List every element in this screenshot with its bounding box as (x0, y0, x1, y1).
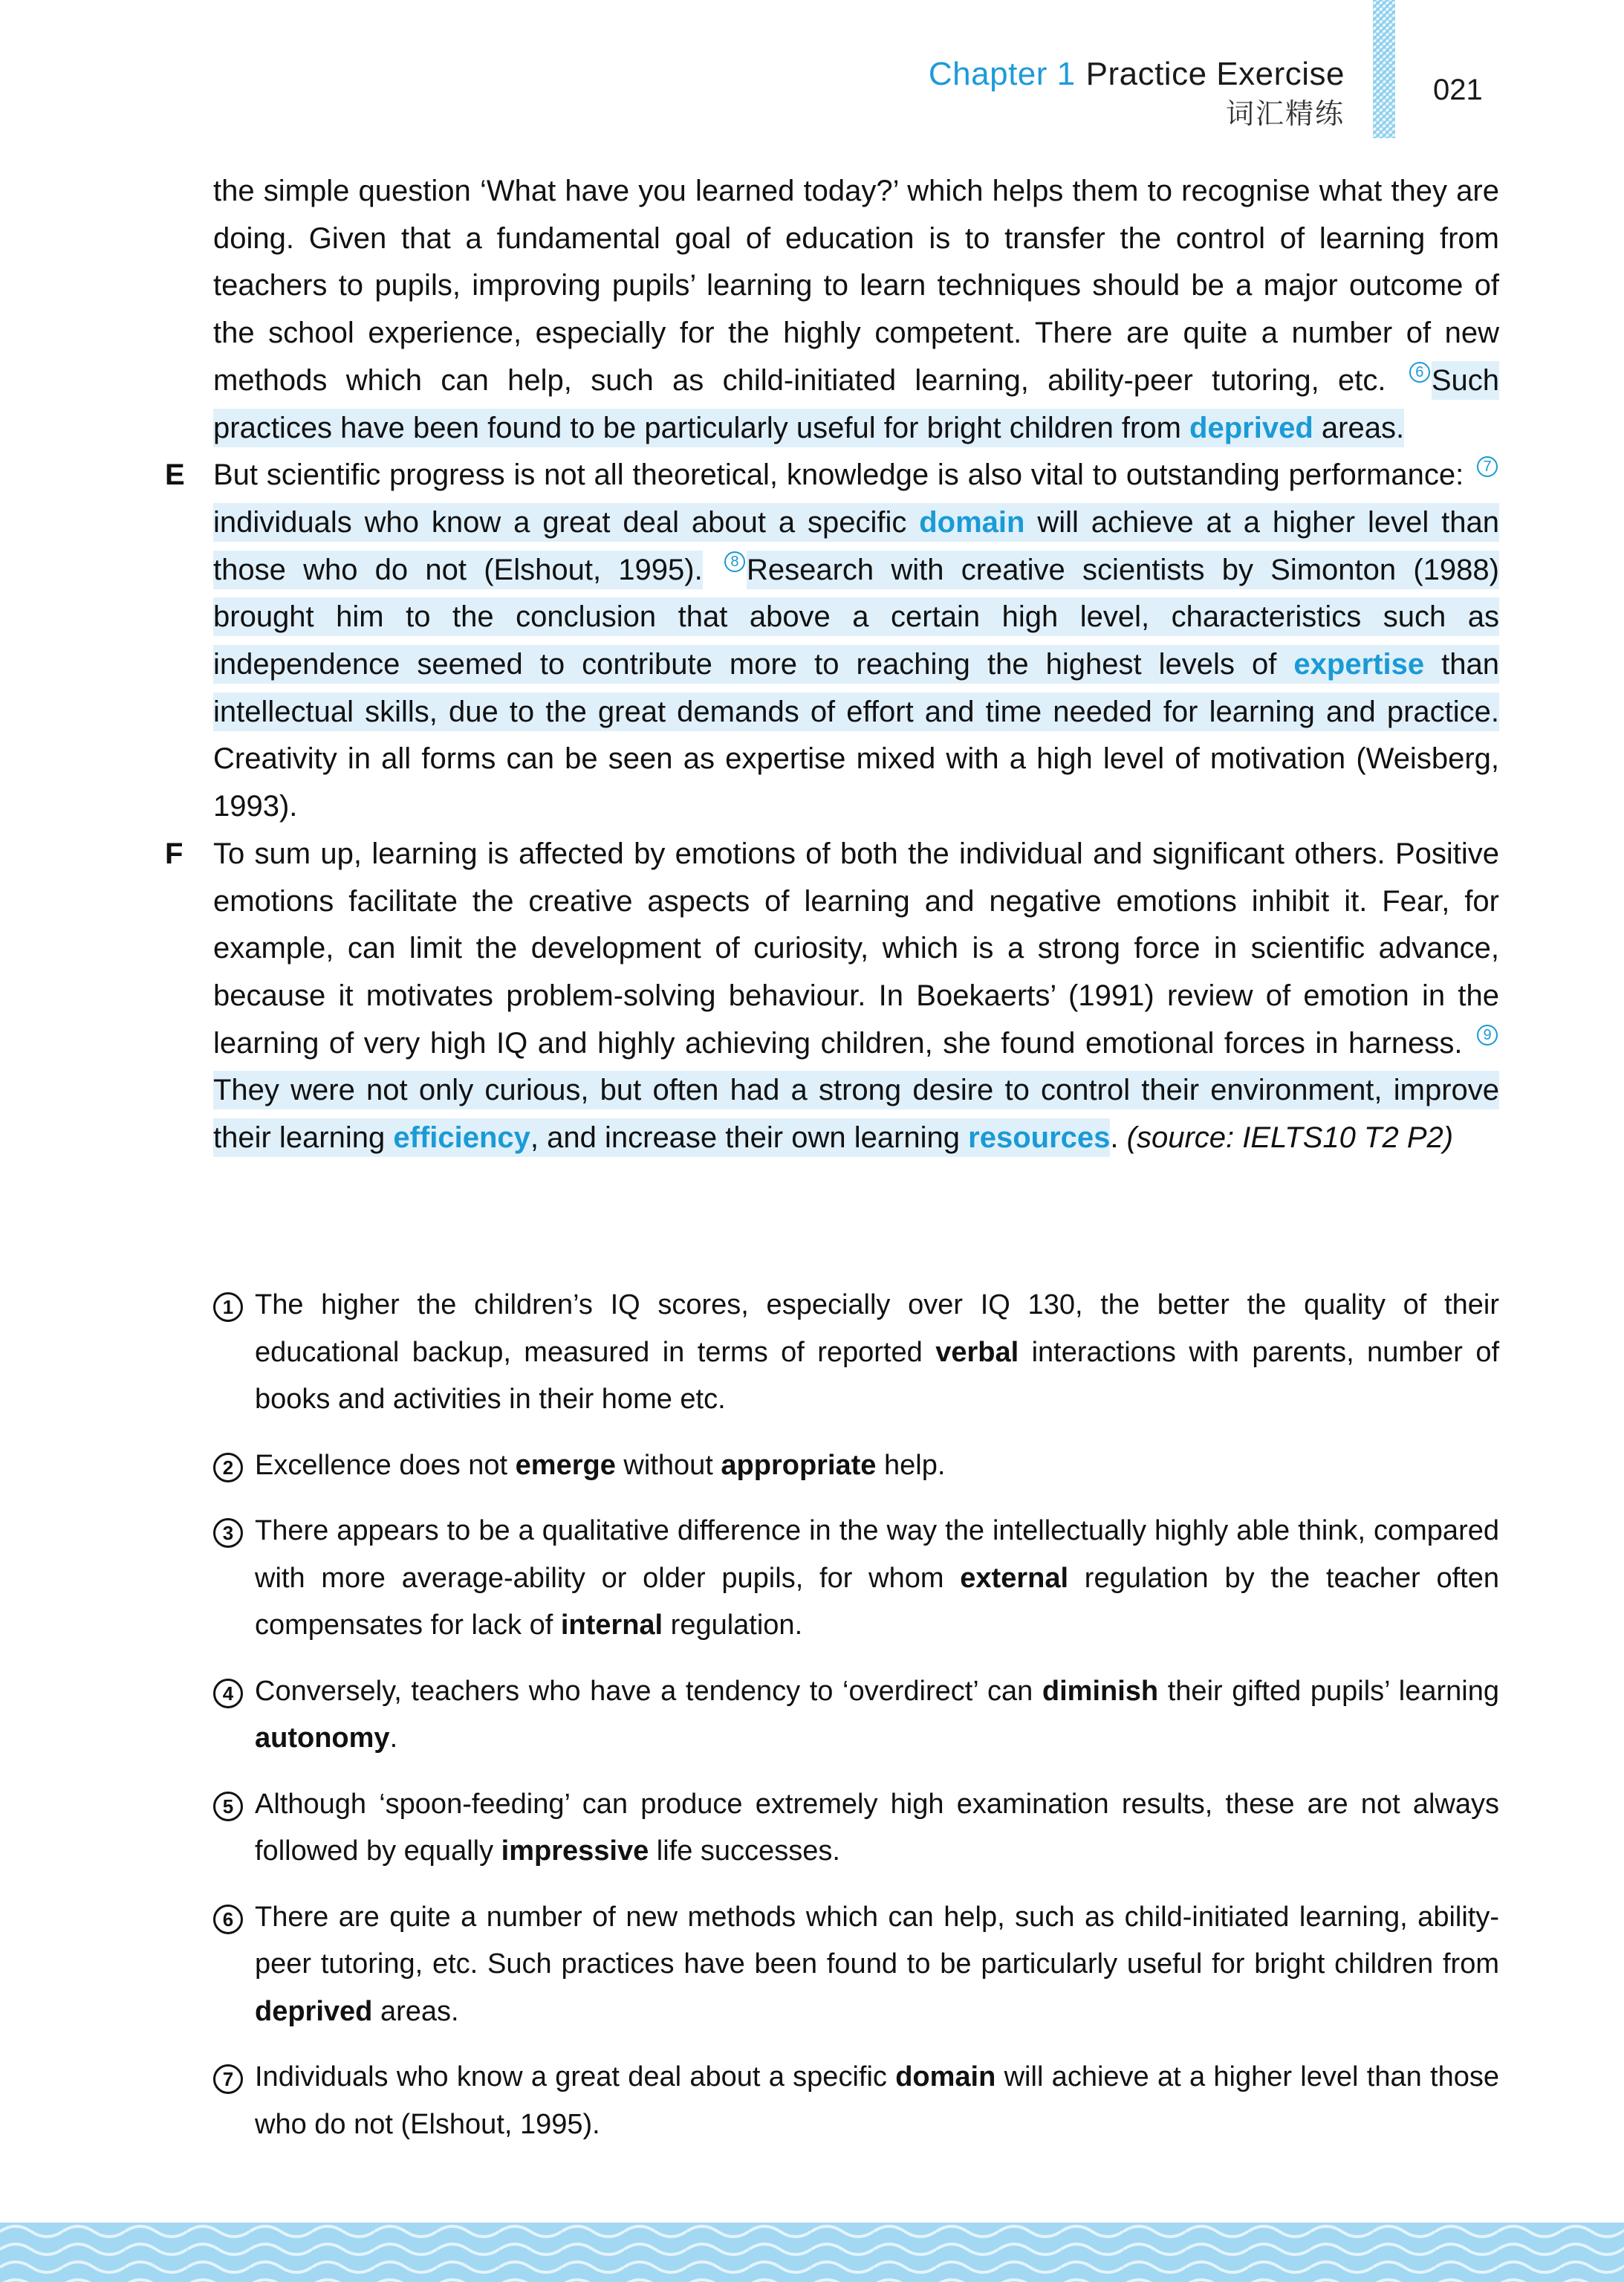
circled-number-7-icon: 7 (213, 2064, 243, 2094)
page-header (929, 54, 1345, 132)
list-item (213, 2054, 1499, 2148)
list-item (213, 1668, 1499, 1763)
section-subtitle-cn: 词汇精练 (1225, 97, 1345, 130)
list-item (213, 1894, 1499, 2036)
sentence-text: The higher the children’s IQ scores, especially over IQ 130, the better the quality of their educational backup, measured in terms of reported (255, 1289, 1499, 1368)
highlight-text: They were not only curious, but often had a strong desire to control their environment, improve their learning (213, 1074, 1499, 1155)
sentence-text: interactions with parents, number of books and activities in their home etc. (255, 1336, 1500, 1415)
keyword-deprived: deprived (1189, 411, 1313, 444)
marker-9-icon: 9 (1477, 1025, 1498, 1046)
keyword-domain: domain (919, 505, 1025, 539)
bold-keyword: domain (895, 2061, 996, 2093)
bold-keyword: autonomy (255, 1722, 390, 1754)
bold-keyword: deprived (255, 1995, 373, 2027)
page-number: 021 (1433, 74, 1483, 106)
bold-keyword: internal (560, 1610, 663, 1641)
paragraph-d-continued (213, 168, 1499, 452)
sentence-text: help. (876, 1449, 946, 1481)
keyword-efficiency: efficiency (393, 1121, 530, 1155)
list-item (213, 1442, 1499, 1490)
keyword-resources: resources (968, 1121, 1111, 1155)
chapter-label: Chapter 1 (928, 56, 1076, 92)
circled-number-6-icon: 6 (213, 1905, 243, 1934)
bold-keyword: appropriate (721, 1449, 877, 1481)
sentence-text: without (615, 1449, 721, 1481)
bold-keyword: verbal (935, 1336, 1019, 1368)
highlight-text: areas. (1313, 411, 1405, 444)
highlight-text: Such practices have been found to be particularly useful for bright children from (213, 363, 1500, 444)
bold-keyword: impressive (501, 1835, 649, 1867)
passage-text: Creativity in all forms can be seen as expertise mixed with a high level of motivation (Weisberg, 1993). (213, 742, 1499, 823)
paragraph-e (165, 452, 1499, 831)
marker-7-icon: 7 (1477, 456, 1498, 477)
bold-keyword: diminish (1042, 1675, 1159, 1707)
sentence-text: Individuals who know a great deal about a specific (255, 2061, 896, 2093)
circled-number-4-icon: 4 (213, 1679, 243, 1708)
sentence-text: Although ‘spoon-feeding’ can produce extremely high examination results, these are not always followed by equally (255, 1788, 1499, 1867)
bold-keyword: emerge (515, 1449, 616, 1481)
source-citation: (source: IELTS10 T2 P2) (1126, 1121, 1454, 1155)
sentence-text: their gifted pupils’ learning (1158, 1675, 1500, 1707)
highlight-text: , and increase their own learning (530, 1121, 969, 1155)
bold-keyword: external (960, 1562, 1069, 1594)
sentence-text: regulation. (663, 1610, 803, 1641)
sentence-text: will achieve at a higher level than those who do not (Elshout, 1995). (255, 2061, 1499, 2140)
sentence-text: Excellence does not (255, 1449, 516, 1481)
passage-text: . (1110, 1121, 1127, 1155)
header-title-line (929, 54, 1345, 95)
passage-text: To sum up, learning is affected by emotions of both the individual and significant others. Positive emotions facilitate the creative aspects of learning and negative emotions inhibit it. Fear, for example, can limit the development of curiosity, which is a strong force in scientific advance, because it motivates problem-solving behaviour. In Boekaerts’ (1991) review of emotion in the learning of very high IQ and highly achieving children, she found emotional forces in harness. (213, 837, 1499, 1060)
sentence-text: areas. (372, 1995, 459, 2027)
reading-passage (165, 168, 1500, 1162)
highlight-text: will achieve at a higher level than those who do not (Elshout, 1995). (213, 505, 1499, 586)
marker-8-icon: 8 (724, 551, 745, 572)
list-item (213, 1781, 1499, 1876)
passage-text: the simple question ‘What have you learned today?’ which helps them to recognise what they are doing. Given that a fundamental goal of education is to transfer the control of learning from teachers to pupils, improving pupils’ learning to learn techniques should be a major outcome of the school experience, especially for the highly competent. There are quite a number of new methods which can help, such as child-initiated learning, ability-peer tutoring, etc. (213, 175, 1499, 397)
paragraph-label-f: F (165, 837, 183, 870)
circled-number-1-icon: 1 (213, 1292, 243, 1322)
sentence-text: There are quite a number of new methods which can help, such as child-initiated learning, ability-peer tutoring, etc. Such practices have been found to be particularly useful for bright children from (255, 1901, 1499, 1980)
paragraph-label-e: E (165, 458, 185, 492)
decorative-wave-footer (0, 2223, 1624, 2282)
circled-number-5-icon: 5 (213, 1792, 243, 1821)
sentence-text: . (389, 1722, 398, 1754)
keyword-expertise: expertise (1293, 648, 1425, 681)
sentence-text: Conversely, teachers who have a tendency to ‘overdirect’ can (255, 1675, 1042, 1707)
highlight-text: than intellectual skills, due to the great demands of effort and time needed for learning and practice. (213, 648, 1499, 728)
list-item (213, 1282, 1499, 1424)
marker-6-icon: 6 (1409, 362, 1430, 383)
circled-number-3-icon: 3 (213, 1518, 243, 1548)
paragraph-f (165, 831, 1499, 1162)
wave-pattern-icon (0, 2223, 1624, 2282)
circled-number-2-icon: 2 (213, 1453, 243, 1482)
highlight-text: Research with creative scientists by Simonton (1988) brought him to the conclusion that above a certain high level, characteristics such as independence seemed to contribute more to reaching the highest levels of (213, 553, 1499, 681)
vocabulary-sentence-list (213, 1282, 1499, 2167)
sentence-text: There appears to be a qualitative difference in the way the intellectually highly able think, compared with more average-ability or older pupils, for whom (255, 1515, 1499, 1594)
list-item (213, 1508, 1499, 1650)
highlight-text: individuals who know a great deal about a specific (213, 505, 920, 539)
section-title: Practice Exercise (1085, 56, 1345, 92)
sentence-text: life successes. (649, 1835, 840, 1867)
passage-text: But scientific progress is not all theoretical, knowledge is also vital to outstanding performance: (213, 458, 1464, 492)
sentence-text: regulation by the teacher often compensates for lack of (255, 1562, 1499, 1641)
decorative-chevron-bar (1373, 0, 1395, 138)
